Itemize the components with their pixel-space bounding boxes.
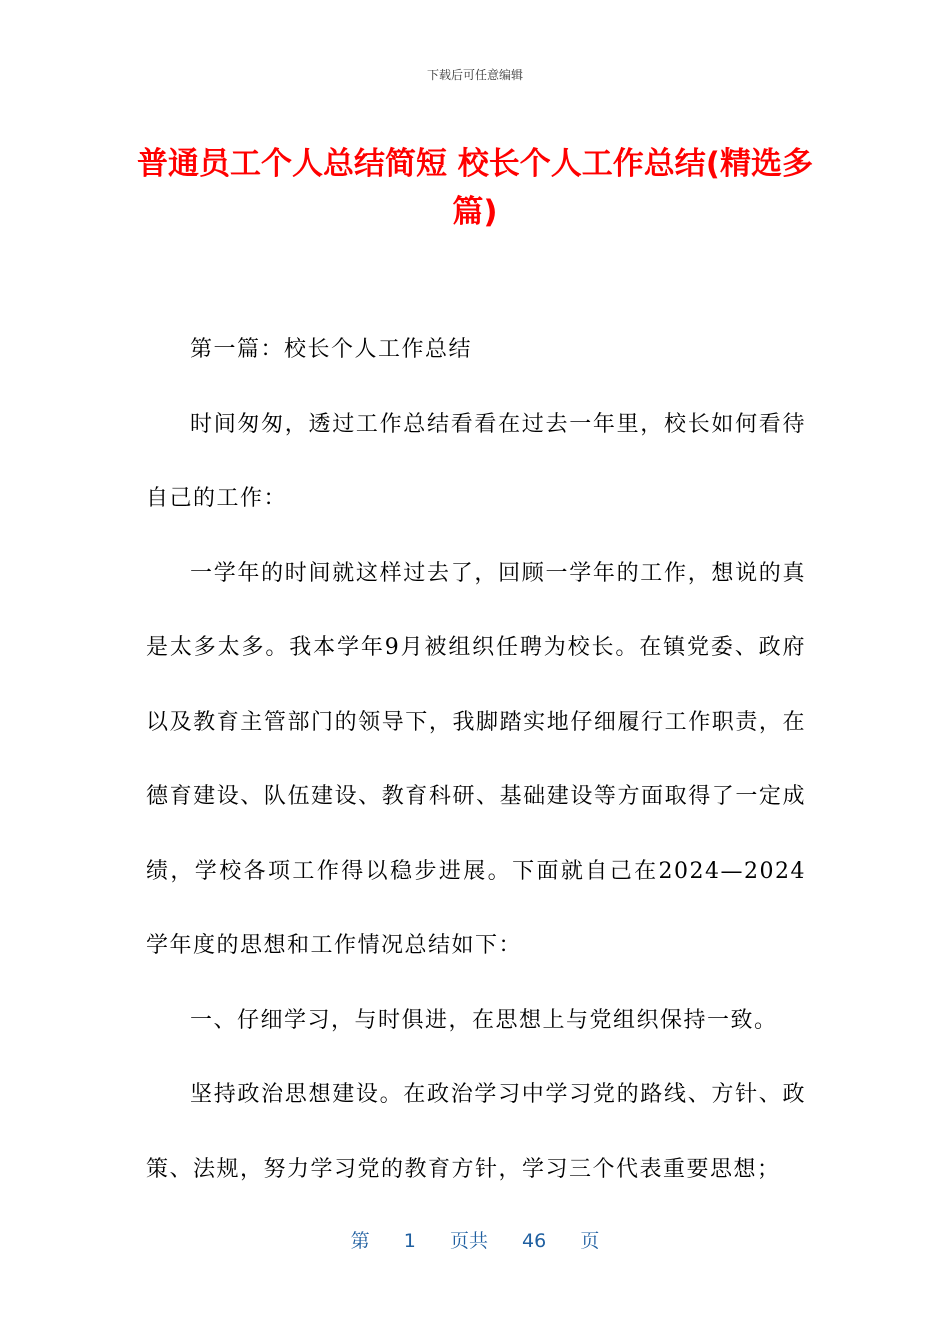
footer-suffix: 页 (580, 1230, 600, 1252)
section-heading: 第一篇：校长个人工作总结 (190, 337, 473, 362)
document-title: 普通员工个人总结简短 校长个人工作总结(精选多篇) (137, 146, 813, 230)
header-note: 下载后可任意编辑 (426, 68, 523, 82)
paragraph: 时间匆匆，透过工作总结看看在过去一年里，校长如何看待自己的工作： (146, 411, 806, 511)
paragraph: 坚持政治思想建设。在政治学习中学习党的路线、方针、政策、法规，努力学习党的教育方针，学习三个代表重要思想； (146, 1082, 806, 1182)
current-page-number: 1 (403, 1230, 416, 1252)
footer-middle: 页共 (449, 1230, 488, 1252)
paragraph: 一学年的时间就这样过去了，回顾一学年的工作，想说的真是太多太多。我本学年9月被组织任聘为校长。在镇党委、政府以及教育主管部门的领导下，我脚踏实地仔细履行工作职责，在德育建设、队伍建设、教育科研、基础建设等方面取得了一定成绩，学校各项工作得以稳步进展。下面就自己在2024—2024学年度的思想和工作情况总结如下： (146, 560, 806, 958)
document-body (146, 313, 806, 1207)
page-number-footer (0, 1226, 950, 1253)
footer-prefix: 第 (350, 1230, 370, 1252)
total-page-count: 46 (522, 1230, 547, 1252)
paragraph: 一、仔细学习，与时俱进，在思想上与党组织保持一致。 (190, 1007, 778, 1033)
